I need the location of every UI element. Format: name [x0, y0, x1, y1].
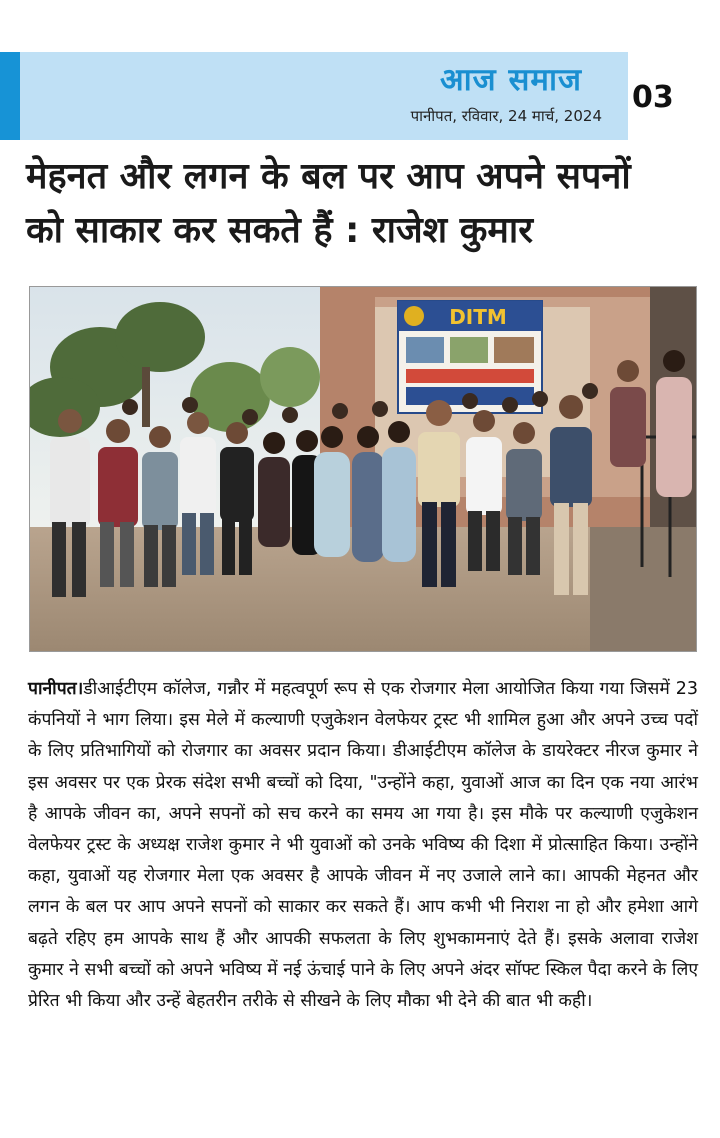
byline: पानीपत। — [28, 679, 84, 699]
article-headline — [26, 150, 706, 258]
page-number: 03 — [632, 80, 674, 115]
headline-line-2: को साकार कर सकते हैं : राजेश कुमार — [26, 210, 533, 251]
dateline: पानीपत, रविवार, 24 मार्च, 2024 — [410, 107, 602, 125]
article-body — [28, 674, 698, 1017]
group-photo — [29, 286, 697, 652]
banner-label: DITM — [449, 305, 507, 329]
masthead-accent — [0, 52, 20, 140]
headline-line-1: मेहनत और लगन के बल पर आप अपने सपनों — [26, 156, 631, 197]
article-text: डीआईटीएम कॉलेज, गन्नौर में महत्वपूर्ण रूप से एक रोजगार मेला आयोजित किया गया जिसमें 23 कंपनियों ने भाग लिया। इस मेले में कल्याणी एजुकेशन वेलफेयर ट्रस्ट भी शामिल हुआ और अपने उच्च पदों के लिए प्रतिभागियों को रोजगार का अवसर प्रदान किया। डीआईटीएम कॉलेज के डायरेक्टर नीरज कुमार ने इस अवसर पर एक प्रेरक संदेश सभी बच्चों को दिया, "उन्होंने कहा, युवाओं आज का दिन एक नया आरंभ है आपके जीवन का, अपने सपनों को सच करने का समय आ गया है। इस मौके पर कल्याणी एजुकेशन वेलफेयर ट्रस्ट के अध्यक्ष राजेश कुमार ने भी युवाओं को उनके भविष्य की दिशा में प्रोत्साहित किया। उन्होंने कहा, युवाओं यह रोजगार मेला एक अवसर है आपके जीवन में नए उजाले लाने का। आपकी मेहनत और लगन के बल पर आप अपने सपनों को साकार कर सकते हैं। आप कभी भी निराश ना हो और हमेशा आगे बढ़ते रहिए हम आपके साथ हैं और आपकी सफलता के लिए शुभकामनाएं देते हैं। इसके अलावा राजेश कुमार ने सभी बच्चों को अपने भविष्य में नई ऊंचाई पाने के लिए अपने अंदर सॉफ्ट स्किल पैदा करने के लिए प्रेरित भी किया और उन्हें बेहतरीन तरीके से सीखने के लिए मौका भी देने की बात भी कही। — [28, 679, 698, 1012]
group-photo-illustration — [30, 287, 696, 651]
newspaper-name: आज समाज — [439, 62, 582, 98]
